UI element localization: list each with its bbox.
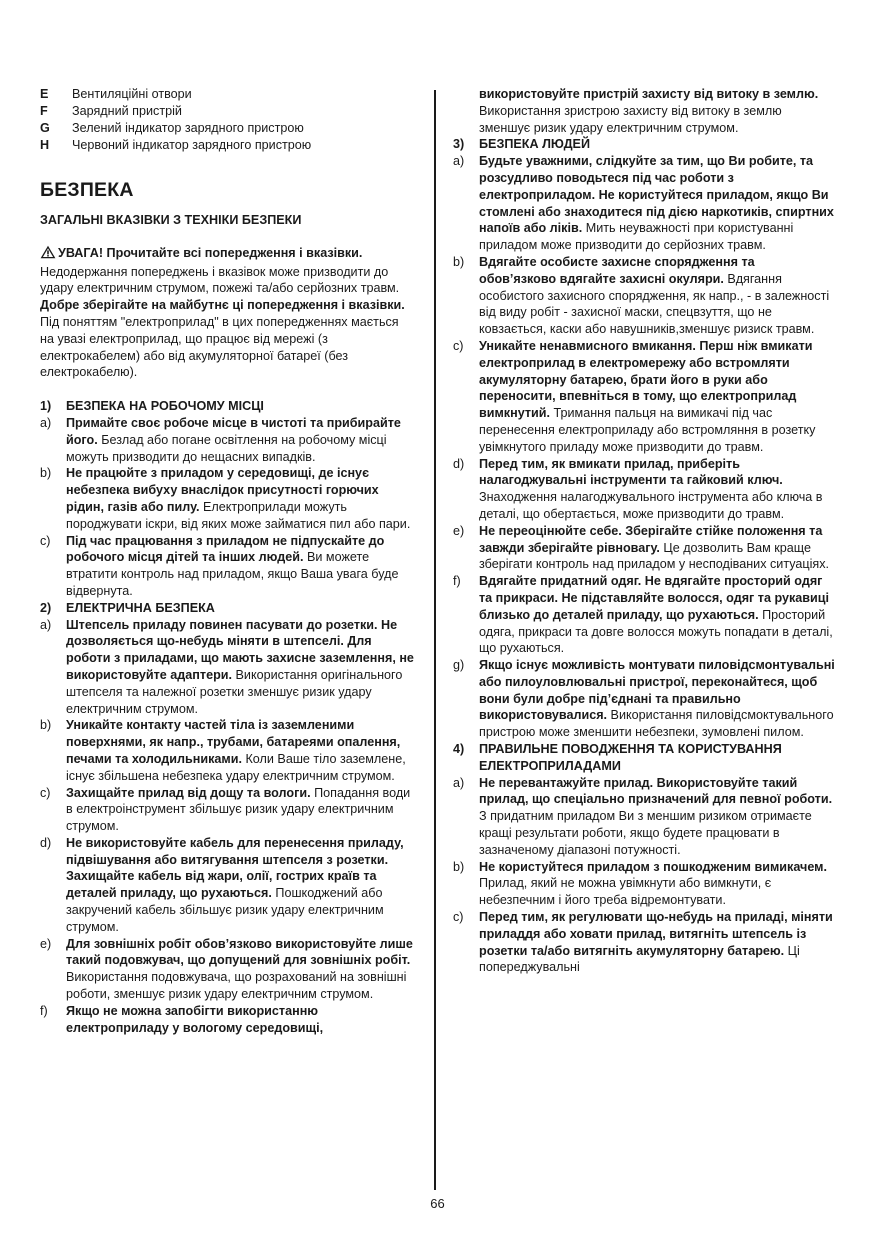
list-item: a) Не перевантажуйте прилад. Використовуйте такий прилад, що спеціально призначений для певної роботи. З придатним приладом Ви з меншим ризиком отримаєте кращі результати роботи, якщо будете працювати в зазначеному діапазоні потужності. [453, 775, 833, 857]
list-item: b) Вдягайте особисте захисне спорядження та обов’язково вдягайте захисні окуляри. Вдягання особистого захисного спорядження, як напр., - в залежності від виду робіт - захисної маски, спецвзуття, що не ковзається, каски або навушників,зменшує ризиск травм. [453, 254, 830, 337]
warning-text-2: Під поняттям "електроприлад" в цих попередженнях мається на увазі електроприлад, що працює від мережі (з електрокабелем) або від акумуляторної батареї (без електрокабелю). [40, 314, 399, 380]
list-item: f) Якщо не можна запобігти використанню електроприладу у вологому середовищі, [40, 1003, 324, 1035]
item-bold: Примайте своє робоче місце в чистоті та прибирайте його. [66, 415, 401, 447]
list-item: e) Для зовнішніх робіт обов’язково використовуйте лише такий подовжувач, що допущений для зовнішніх робіт. Використання подовжувача, що розрахований на зовнішні роботи, зменшує ризик удару електричним струмом. [40, 936, 413, 1002]
item-bold: Захищайте прилад від дощу та вологи. [66, 785, 311, 800]
section-heading: 2) ЕЛЕКТРИЧНА БЕЗПЕКА [40, 600, 215, 615]
warning-text-1: Недодержання попереджень і вказівок може призводити до удару електричним струмом, пожежі та/або серйозних травм. [40, 264, 400, 296]
item-bold: Не використовуйте кабель для перенесення приладу, підвішування або витягування штепселя з розетки. Захищайте кабель від жари, олії, гострих країв та деталей приладу, що рухаються. [66, 835, 404, 901]
item-bold: Будьте уважними, слідкуйте за тим, що Ви робите, та розсудливо поводьтеся під час роботи з електроприладом. Не користуйтеся приладом, якщо Ви стомлені або знаходитеся під дією наркотиків, спиртних напоїв або ліків. [479, 154, 834, 236]
item-bold: Не переоцінюйте себе. Зберігайте стійке положення та завжди зберігайте рівновагу. [479, 523, 823, 555]
item-bold: Для зовнішніх робіт обов’язково використовуйте лише такий подовжувач, що допущений для зовнішніх робіт. [66, 936, 413, 968]
list-item: d) Не використовуйте кабель для перенесення приладу, підвішування або витягування штепселя з розетки. Захищайте кабель від жари, олії, гострих країв та деталей приладу, що рухаються. Пошкоджений або закручений кабель збільшує ризик удару електричним струмом. [40, 835, 404, 934]
legend-text: Зелений індикатор зарядного пристрою [72, 121, 304, 135]
legend-row [40, 137, 415, 154]
legend-text: Червоний індикатор зарядного пристрою [72, 138, 312, 152]
list-item: b) Не працюйте з приладом у середовищі, де існує небезпека вибуху внаслідок присутності горючих рідин, газів або пилу. Електроприлади можуть породжувати іскри, від яких може займатися пил або пари. [40, 466, 411, 531]
item-bold: використовуйте пристрій захисту від витоку в землю. [479, 87, 819, 101]
item-bold: Якщо існує можливість монтувати пиловідсмонтувальні або пилоуловлювальні пристрої, переконайтеся, щоб вони були добре під’єднані та правильно використовувалися. [479, 658, 835, 723]
item-bold: Не працюйте з приладом у середовищі, де існує небезпека вибуху внаслідок присутності горючих рідин, газів або пилу. [66, 466, 379, 514]
item-bold: Якщо не можна запобігти використанню електроприладу у вологому середовищі, [66, 1003, 324, 1035]
item-text: Ви можете втратити контроль над приладом, якщо Ваша увага буде відвернута. [66, 550, 399, 598]
item-text: Тримання пальця на вимикачі під час перенесення електроприладу або встромляння в розетку увімкнутого приладу може призводити до травм. [479, 406, 816, 454]
warning-bold-2: Добре зберігайте на майбутнє ці попередження і вказівки. [40, 298, 405, 313]
item-text: Використання зристрою захисту від витоку в землю зменшує ризик удару електричним струмом. [479, 103, 782, 135]
item-bold: Не перевантажуйте прилад. Використовуйте такий прилад, що спеціально призначений для певної роботи. [479, 775, 833, 807]
list-item: c) Уникайте ненавмисного вмикання. Перш ніж вмикати електроприлад в електромережу або встромляти акумуляторну батарею, брати його в руки або переносити, впевніться в тому, що електроприлад вимкнутий. Тримання пальця на вимикачі під час перенесення електроприладу або встромляння в розетку увімкнутого приладу може призводити до травм. [453, 338, 816, 454]
legend-row [40, 86, 415, 103]
item-text: З придатним приладом Ви з меншим ризиком отримаєте кращі результати роботи, якщо будете працювати в зазначеному діапазоні потужності. [479, 809, 812, 857]
section-heading: 1) БЕЗПЕКА НА РОБОЧОМУ МІСЦІ [40, 399, 264, 414]
legend-text: Вентиляційні отвори [72, 87, 192, 101]
warning-paragraph [40, 245, 415, 381]
item-bold: Штепсель приладу повинен пасувати до розетки. Не дозволяється що-небудь міняти в штепселі. Для роботи з приладами, що мають захисне заземлення, не використовуйте адаптери. [66, 617, 414, 682]
right-column [453, 86, 835, 976]
list-item: e) Не переоцінюйте себе. Зберігайте стійке положення та завжди зберігайте рівновагу. Це дозволить Вам краще зберігати контроль над приладом у несподіваних ситуаціях. [453, 523, 830, 572]
left-column [40, 86, 415, 1036]
item-text: Використання подовжувача, що розрахований на зовнішні роботи, зменшує ризик удару електричним струмом. [66, 970, 407, 1002]
warning-triangle-icon [40, 245, 56, 264]
item-bold: Вдягайте придатний одяг. Не вдягайте просторий одяг та прикраси. Не підставляйте волосся, одяг та рукавиці близько до деталей приладу, що рухаються. [479, 574, 830, 622]
legend-key: G [40, 121, 50, 135]
legend-row [40, 103, 415, 120]
list-item: d) Перед тим, як вмикати прилад, приберіть налагоджувальні інструменти та гайковий ключ. Знаходження налагоджувального інструмента або ключа в деталі, що обертається, може призводити до травм. [453, 456, 823, 521]
item-text: Просторий одяга, прикраси та довге волосся можуть попадати в деталі, що рухаються. [479, 607, 833, 656]
item-text: Безлад або погане освітлення на робочому місці можуть призводити до нещасних випадків. [66, 432, 387, 464]
item-bold: Перед тим, як вмикати прилад, приберіть налагоджувальні інструменти та гайковий ключ. [479, 456, 783, 488]
list-item: a) Будьте уважними, слідкуйте за тим, що Ви робите, та розсудливо поводьтеся під час роботи з електроприладом. Не користуйтеся приладом, якщо Ви стомлені або знаходитеся під дією наркотиків, спиртних напоїв або ліків. Мить неуважності при користуванні приладом може призводити до серйозних травм. [453, 154, 834, 253]
list-item: c) Захищайте прилад від дощу та вологи. Попадання води в електроінструмент збільшує ризик удару електричним струмом. [40, 785, 411, 834]
item-text: Використання пиловідсмоктувального пристрою може зменшити небезпеки, зумовлені пилом. [479, 708, 834, 740]
list-item: b) Уникайте контакту частей тіла із заземленими поверхнями, як напр., трубами, батареями опалення, печами та холодильниками. Коли Ваше тіло заземлене, існує збільшена небезпека удару електричним струмом. [40, 718, 406, 783]
section-title: ЕЛЕКТРИЧНА БЕЗПЕКА [66, 600, 215, 615]
list-item-continuation [453, 86, 835, 136]
legend-key: E [40, 87, 49, 101]
item-text: Електроприлади можуть породжувати іскри, від яких може займатися пил або пари. [66, 499, 411, 531]
list-item: a) Штепсель приладу повинен пасувати до розетки. Не дозволяється що-небудь міняти в штепселі. Для роботи з приладами, що мають захисне заземлення, не використовуйте адаптери. Використання оригінального штепселя та належної розетки зменшує ризик удару електричним струмом. [40, 617, 414, 716]
item-bold: Під час працювання з приладом не підпускайте до робочого місця дітей та інших людей. [66, 533, 385, 565]
item-text: Ці попереджувальні [479, 943, 800, 975]
column-divider [434, 90, 436, 1190]
item-text: Вдягання особистого захисного спорядження, як напр., - в залежності від виду робіт - захисної маски, спецвзуття, що не ковзається, каски або навушників,зменшує ризиск травм. [479, 271, 830, 337]
page-title: БЕЗПЕКА [40, 179, 134, 201]
item-text: Пошкоджений або закручений кабель збільшує ризик удару електричним струмом. [66, 886, 384, 934]
item-text: Знаходження налагоджувального інструмента або ключа в деталі, що обертається, може призводити до травм. [479, 490, 823, 521]
section-title: ПРАВИЛЬНЕ ПОВОДЖЕННЯ ТА КОРИСТУВАННЯ ЕЛЕКТРОПРИЛАДАМИ [479, 742, 782, 773]
item-bold: Уникайте контакту частей тіла із заземленими поверхнями, як напр., трубами, батареями опалення, печами та холодильниками. [66, 718, 401, 766]
page-number: 66 [430, 1196, 445, 1211]
parts-legend [40, 86, 415, 154]
page-subtitle: ЗАГАЛЬНІ ВКАЗІВКИ З ТЕХНІКИ БЕЗПЕКИ [40, 213, 302, 227]
item-text: Прилад, який не можна увімкнути або вимкнути, є небезпечним і його треба відремонтувати. [479, 876, 772, 908]
list-item: g) Якщо існує можливість монтувати пиловідсмонтувальні або пилоуловлювальні пристрої, переконайтеся, щоб вони були добре під’єднані та правильно використовувалися. Використання пиловідсмоктувального пристрою може зменшити небезпеки, зумовлені пилом. [453, 658, 835, 740]
section-title: БЕЗПЕКА НА РОБОЧОМУ МІСЦІ [66, 399, 264, 414]
list-item: c) Під час працювання з приладом не підпускайте до робочого місця дітей та інших людей. Ви можете втратити контроль над приладом, якщо Ваша увага буде відвернута. [40, 533, 399, 598]
list-item: f) Вдягайте придатний одяг. Не вдягайте просторий одяг та прикраси. Не підставляйте волосся, одяг та рукавиці близько до деталей приладу, що рухаються. Просторий одяга, прикраси та довге волосся можуть попадати в деталі, що рухаються. [453, 574, 833, 656]
list-item: c) Перед тим, як регулювати що-небудь на приладі, міняти приладдя або ховати прилад, витягніть штепсель із розетки та/або витягніть акумуляторну батарею. Ці попереджувальні [453, 910, 833, 975]
item-text: Це дозволить Вам краще зберігати контроль над приладом у несподіваних ситуаціях. [479, 540, 830, 572]
item-text: Мить неуважності при користуванні приладом може призводити до серйозних травм. [479, 221, 794, 253]
item-text: Використання оригінального штепселя та належної розетки зменшує ризик удару електричним струмом. [66, 667, 403, 716]
section-heading: 3) БЕЗПЕКА ЛЮДЕЙ [453, 137, 591, 152]
section-title: БЕЗПЕКА ЛЮДЕЙ [479, 137, 591, 152]
legend-key: F [40, 104, 48, 118]
item-text: Попадання води в електроінструмент збільшує ризик удару електричним струмом. [66, 785, 411, 834]
item-bold: Вдягайте особисте захисне спорядження та обов’язково вдягайте захисні окуляри. [479, 254, 755, 286]
item-text: Коли Ваше тіло заземлене, існує збільшена небезпека удару електричним струмом. [66, 751, 406, 783]
warning-bold-1: УВАГА! Прочитайте всі попередження і вказівки. [58, 245, 363, 260]
section-heading: 4) ПРАВИЛЬНЕ ПОВОДЖЕННЯ ТА КОРИСТУВАННЯ ЕЛЕКТРОПРИЛАДАМИ [453, 741, 835, 775]
list-item: b) Не користуйтеся приладом з пошкодженим вимикачем. Прилад, який не можна увімкнути або вимкнути, є небезпечним і його треба відремонтувати. [453, 859, 827, 908]
legend-text: Зарядний пристрій [72, 104, 182, 118]
item-bold: Не користуйтеся приладом з пошкодженим вимикачем. [479, 859, 827, 874]
legend-row [40, 120, 415, 137]
legend-key: H [40, 138, 50, 152]
item-bold: Уникайте ненавмисного вмикання. Перш ніж вмикати електроприлад в електромережу або встромляти акумуляторну батарею, брати його в руки або переносити, впевніться в тому, що електроприлад вимкнутий. [479, 338, 813, 421]
item-bold: Перед тим, як регулювати що-небудь на приладі, міняти приладдя або ховати прилад, витягніть штепсель із розетки та/або витягніть акумуляторну батарею. [479, 910, 833, 958]
list-item: a) Примайте своє робоче місце в чистоті та прибирайте його. Безлад або погане освітлення на робочому місці можуть призводити до нещасних випадків. [40, 415, 401, 464]
